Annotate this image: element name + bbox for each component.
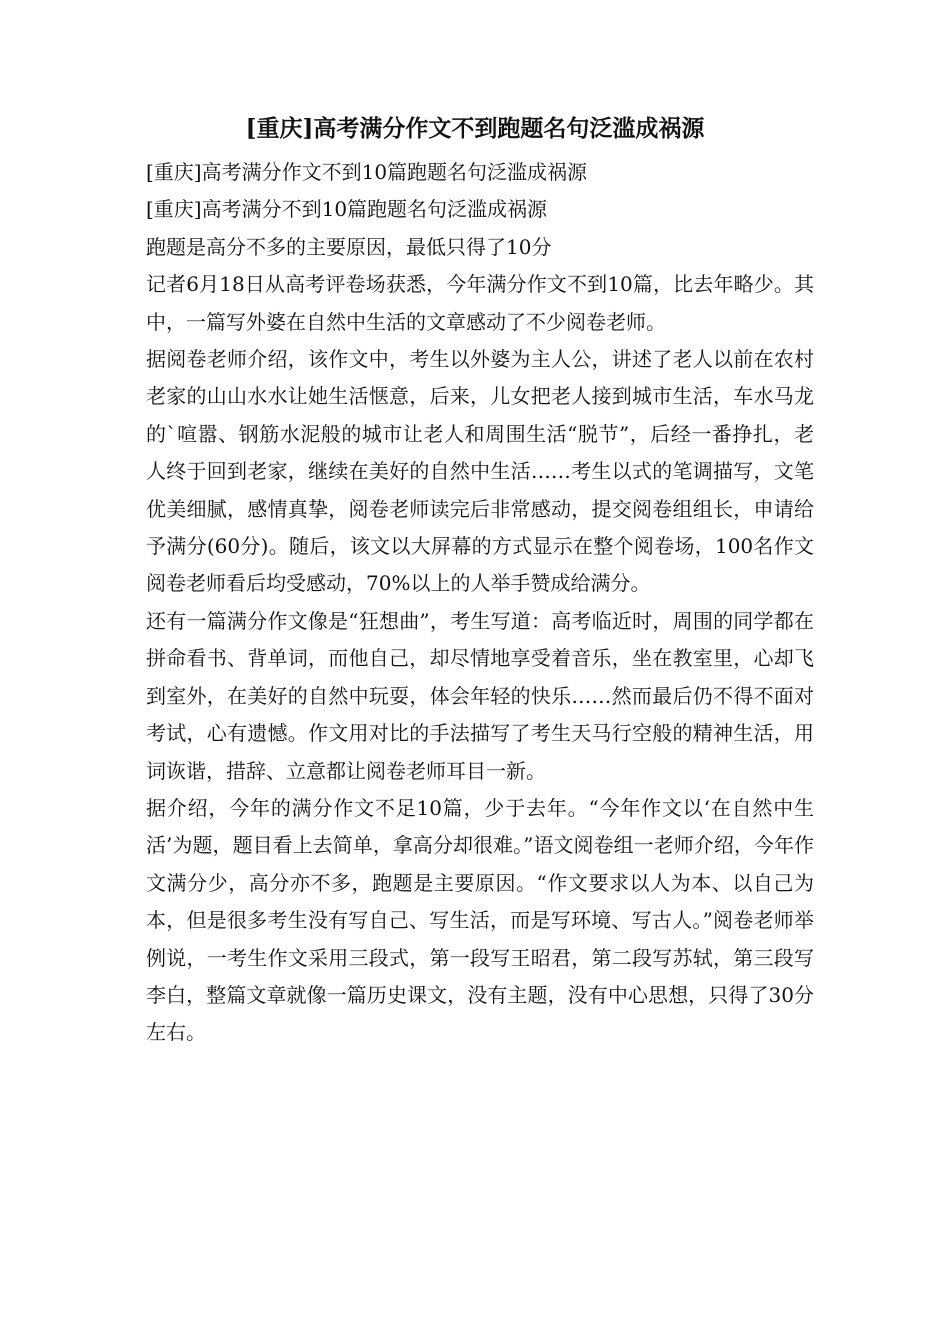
document-body xyxy=(146,154,814,1052)
paragraph-grandmother-essay: 据阅卷老师介绍，该作文中，考生以外婆为主人公，讲述了老人以前在农村老家的山山水水让她生活惬意，后来，儿女把老人接到城市生活，车水马龙的`喧嚣、钢筋水泥般的城市让老人和周围生活“脱节”，后经一番挣扎，老人终于回到老家，继续在美好的自然中生活……考生以式的笔调描写，文笔优美细腻，感情真挚，阅卷老师读完后非常感动，提交阅卷组组长，申请给予满分(60分)。随后，该文以大屏幕的方式显示在整个阅卷场，100名作文阅卷老师看后均受感动，70%以上的人举手赞成给满分。 xyxy=(146,347,814,596)
paragraph-subheadline: 跑题是高分不多的主要原因，最低只得了10分 xyxy=(146,234,552,259)
paragraph-rhapsody-essay: 还有一篇满分作文像是“狂想曲”，考生写道：高考临近时，周围的同学都在拼命看书、背单词，而他自己，却尽情地享受着音乐，坐在教室里，心却飞到室外，在美好的自然中玩耍，体会年轻的快乐……然而最后仍不得不面对考试，心有遗憾。作文用对比的手法描写了考生天马行空般的精神生活，用词诙谐，措辞、立意都让阅卷老师耳目一新。 xyxy=(146,608,814,783)
paragraph-intro: 记者6月18日从高考评卷场获悉，今年满分作文不到10篇，比去年略少。其中，一篇写外婆在自然中生活的文章感动了不少阅卷老师。 xyxy=(146,272,814,334)
paragraph-off-topic-reason: 据介绍，今年的满分作文不足10篇，少于去年。“今年作文以‘在自然中生活’为题，题目看上去简单，拿高分却很难。”语文阅卷组一老师介绍，今年作文满分少，高分亦不多，跑题是主要原因。“作文要求以人为本、以自己为本，但是很多考生没有写自己、写生活，而是写环境、写古人。”阅卷老师举例说，一考生作文采用三段式，第一段写王昭君，第二段写苏轼，第三段写李白，整篇文章就像一篇历史课文，没有主题，没有中心思想，只得了30分左右。 xyxy=(146,795,814,1045)
paragraph-headline-2: [重庆]高考满分不到10篇跑题名句泛滥成祸源 xyxy=(146,197,548,222)
paragraph-headline-1: [重庆]高考满分作文不到10篇跑题名句泛滥成祸源 xyxy=(146,160,588,184)
document-title: [重庆]高考满分作文不到跑题名句泛滥成祸源 xyxy=(245,115,705,142)
